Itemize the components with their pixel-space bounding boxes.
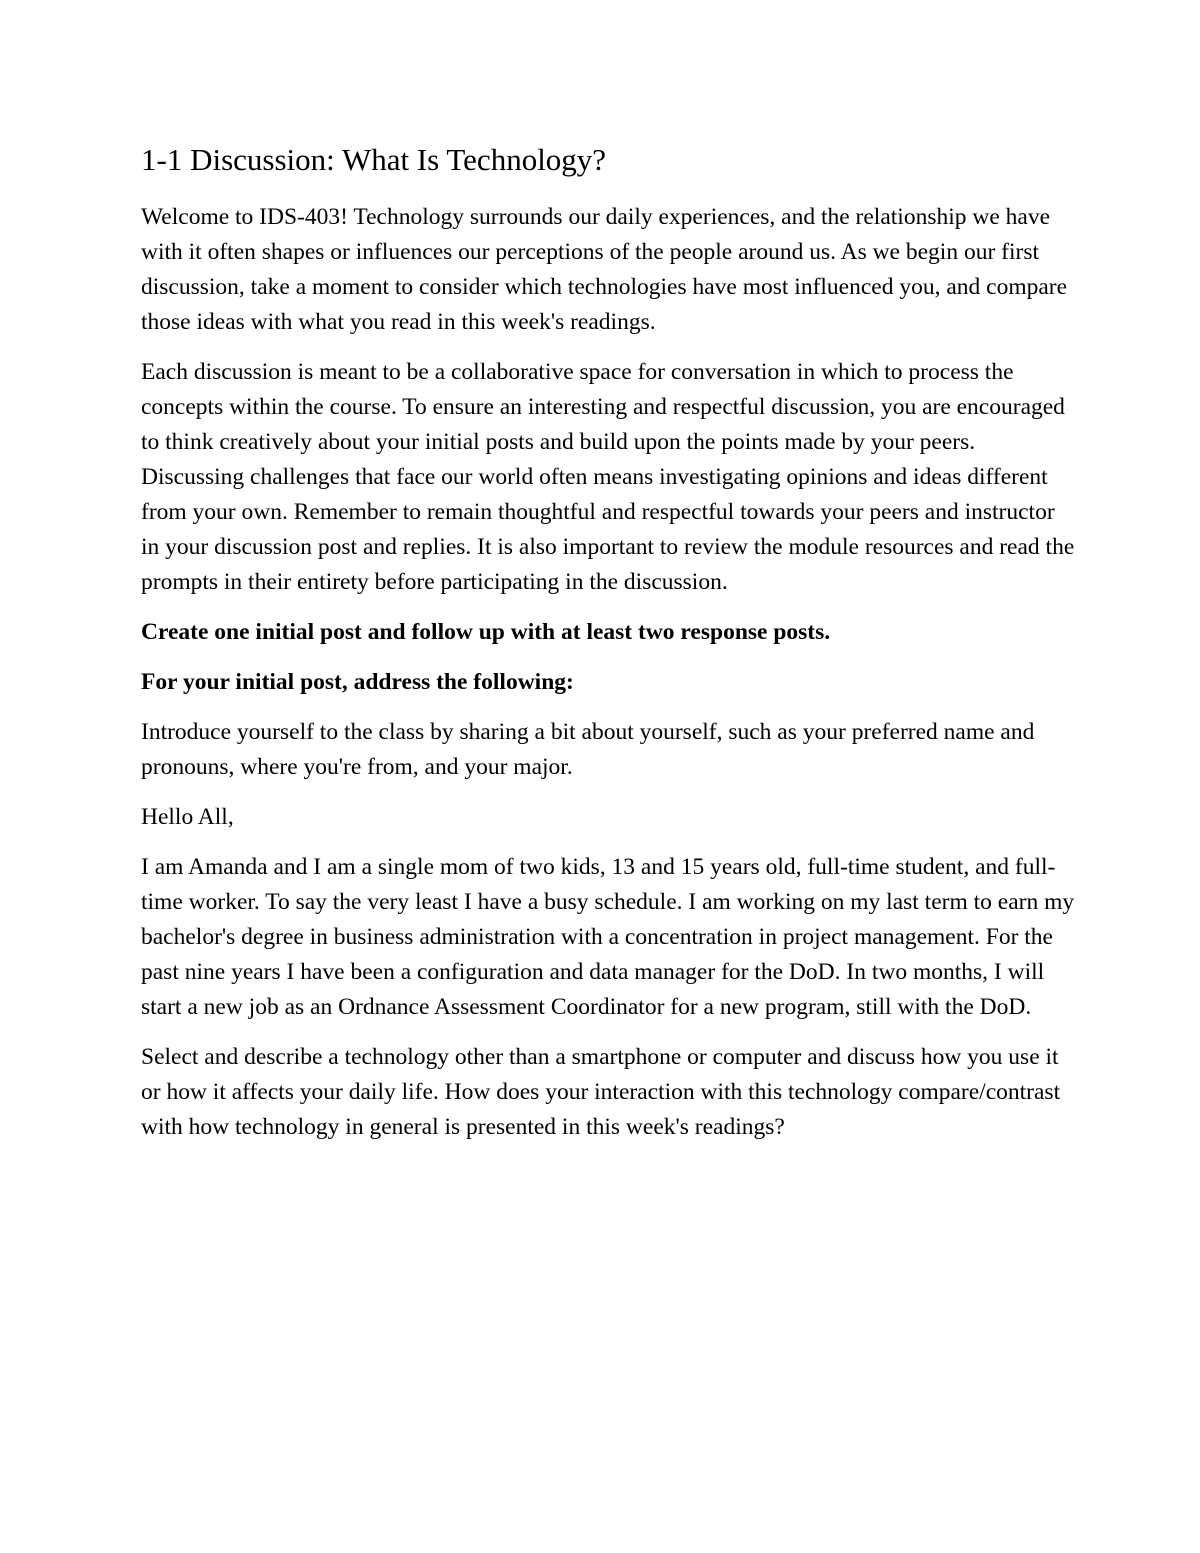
greeting-line: Hello All, (141, 804, 234, 830)
document-body (141, 140, 1076, 1160)
introduce-prompt: Introduce yourself to the class by sharing a bit about yourself, such as your preferred name and pronouns, where you're from, and your major. (141, 719, 1035, 780)
posts-instruction: Create one initial post and follow up with at least two response posts. (141, 619, 831, 645)
welcome-paragraph: Welcome to IDS-403! Technology surrounds our daily experiences, and the relationship we have with it often shapes or influences our perceptions of the people around us. As we begin our first discussion, take a moment to consider which technologies have most influenced you, and compare those ideas with what you read in this week's readings. (141, 204, 1068, 335)
initial-post-instruction: For your initial post, address the following: (141, 669, 574, 695)
document-title: 1-1 Discussion: What Is Technology? (141, 142, 607, 177)
introduction-response: I am Amanda and I am a single mom of two kids, 13 and 15 years old, full-time student, and full-time worker. To say the very least I have a busy schedule. I am working on my last term to earn my bachelor's degree in business administration with a concentration in project management. For the past nine years I have been a configuration and data manager for the DoD. In two months, I will start a new job as an Ordnance Assessment Coordinator for a new program, still with the DoD. (141, 854, 1075, 1020)
technology-prompt: Select and describe a technology other than a smartphone or computer and discuss how you use it or how it affects your daily life. How does your interaction with this technology compare/contrast with how technology in general is presented in this week's readings? (141, 1044, 1061, 1140)
collaboration-paragraph: Each discussion is meant to be a collaborative space for conversation in which to process the concepts within the course. To ensure an interesting and respectful discussion, you are encouraged to think creatively about your initial posts and build upon the points made by your peers. Discussing challenges that face our world often means investigating opinions and ideas different from your own. Remember to remain thoughtful and respectful towards your peers and instructor in your discussion post and replies. It is also important to review the module resources and read the prompts in their entirety before participating in the discussion. (141, 359, 1075, 595)
